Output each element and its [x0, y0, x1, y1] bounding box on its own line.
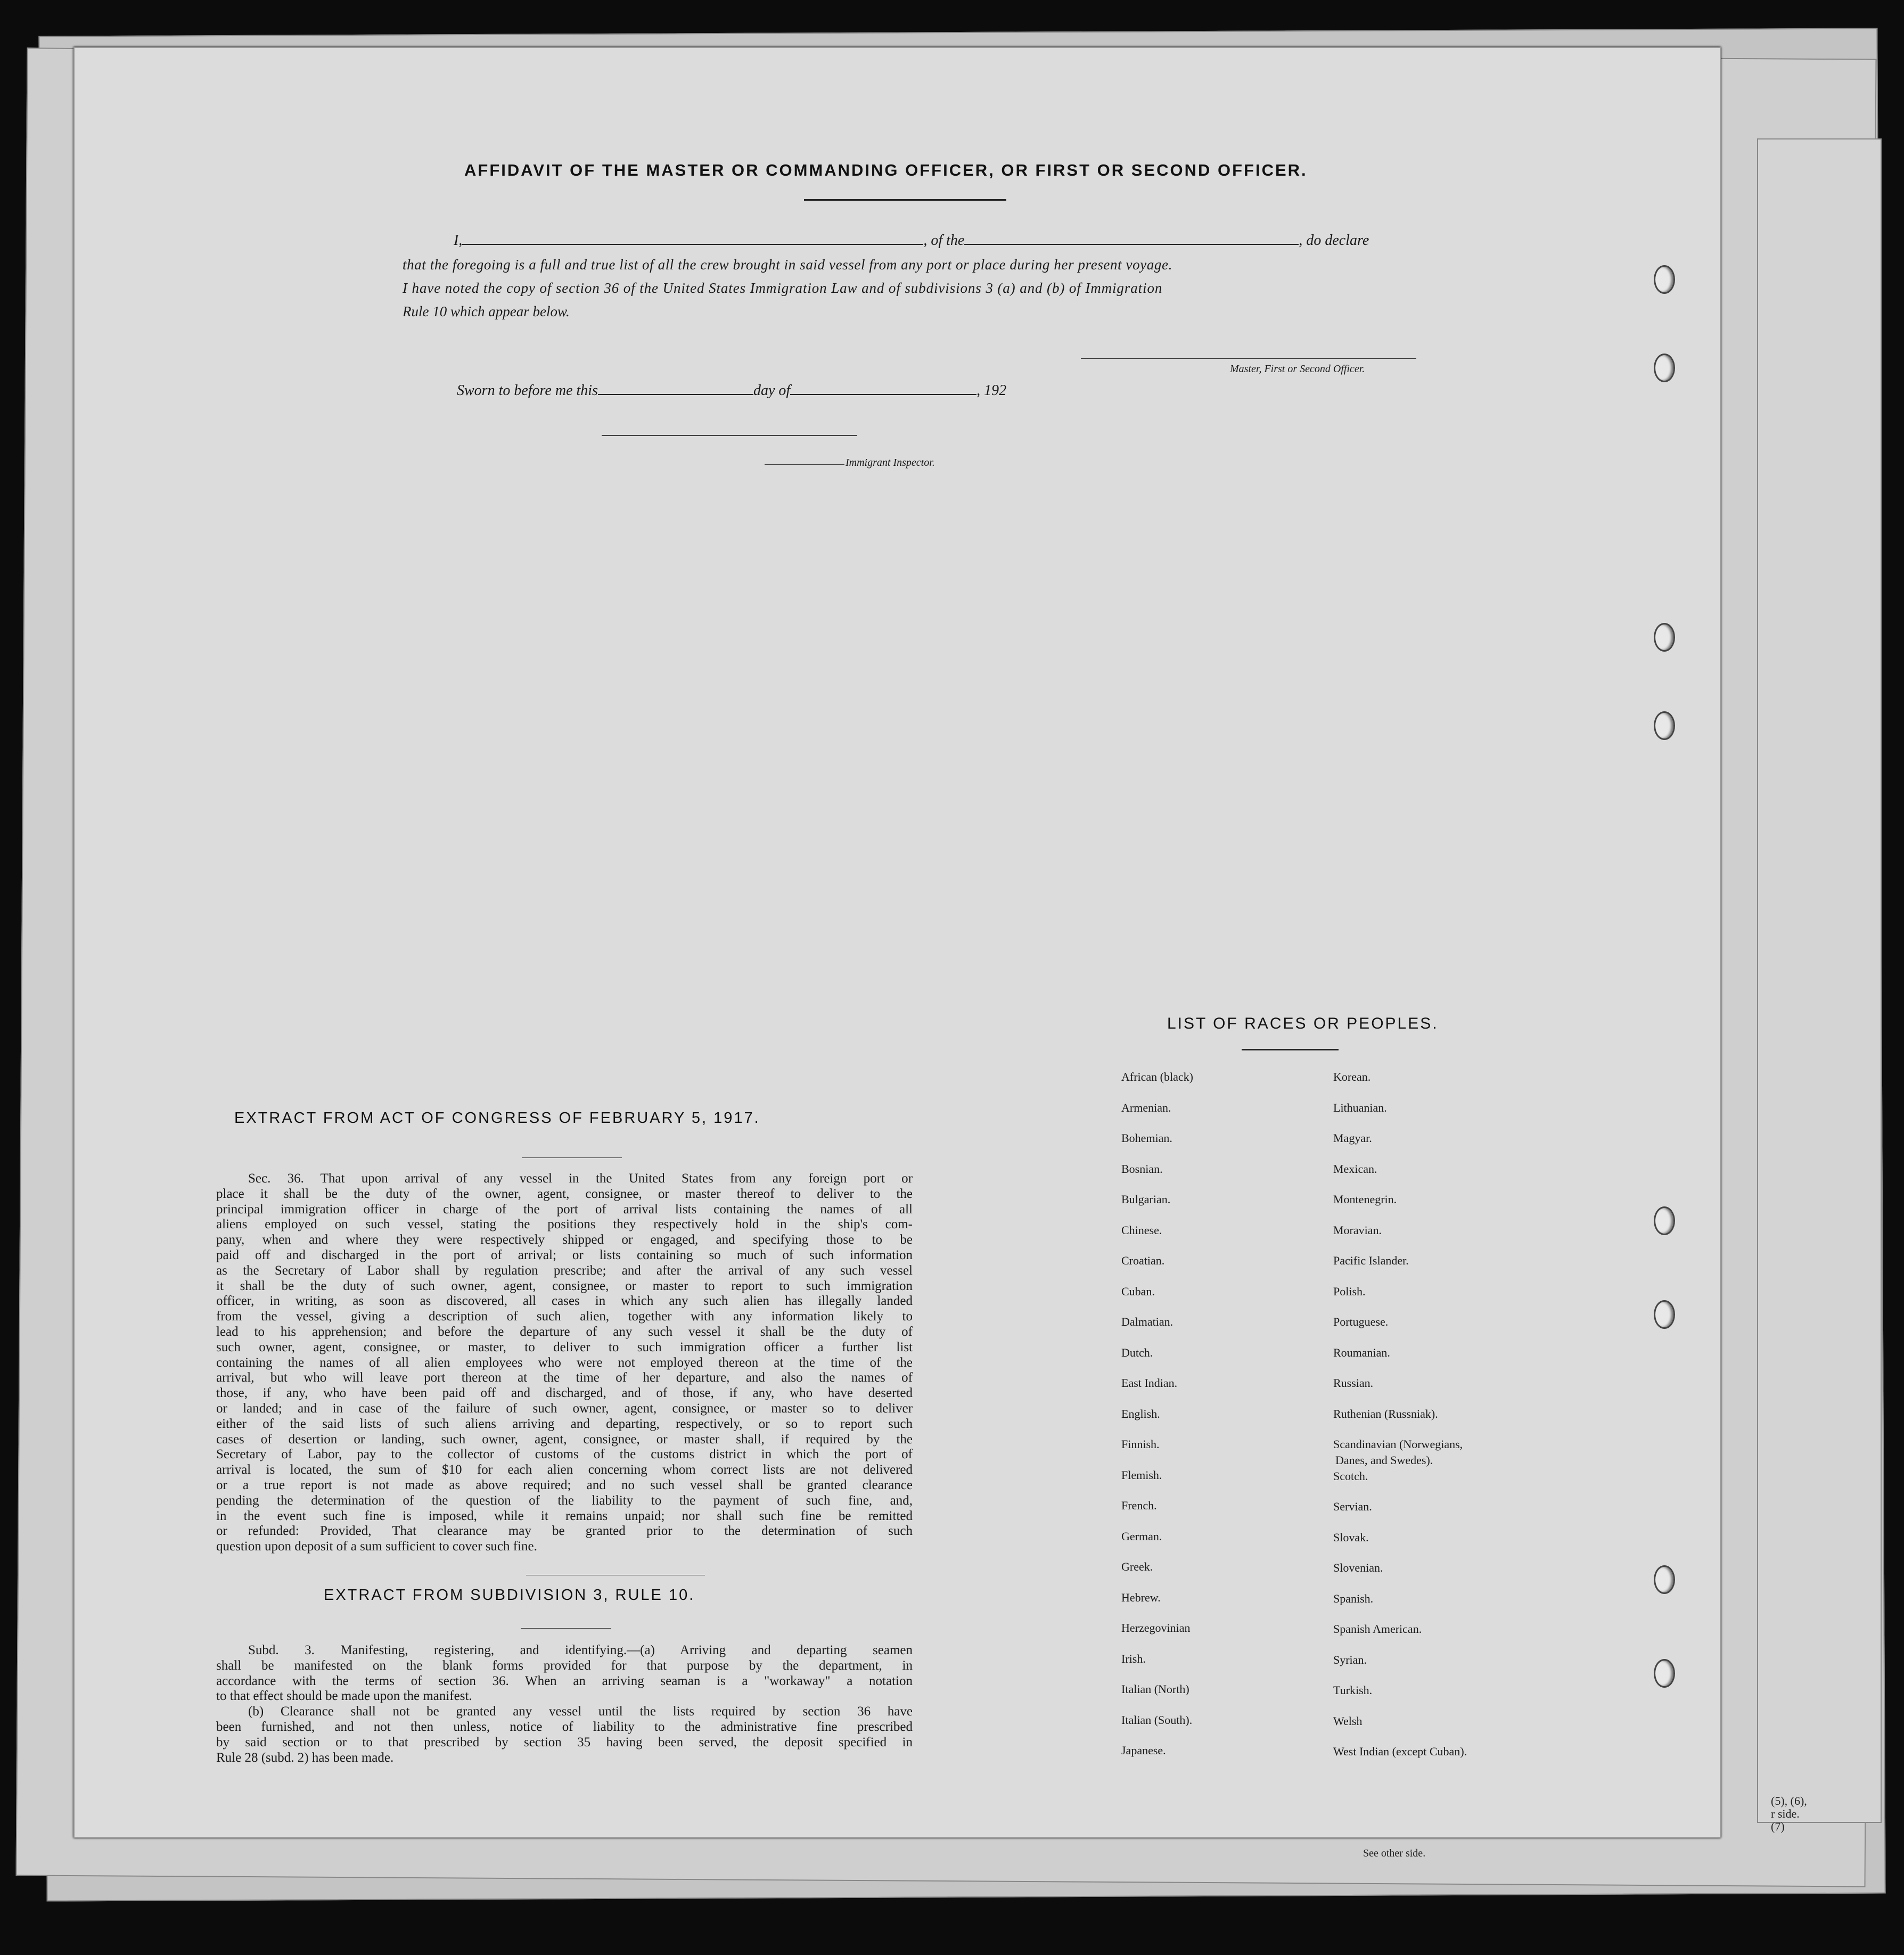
punch-hole	[1654, 711, 1675, 740]
race-item: German.	[1121, 1529, 1162, 1543]
race-item: East Indian.	[1121, 1376, 1178, 1390]
punch-hole	[1654, 1565, 1675, 1594]
rule-heading-rule	[521, 1628, 611, 1629]
rule-extract-heading: EXTRACT FROM SUBDIVISION 3, RULE 10.	[324, 1587, 695, 1604]
race-item: Hebrew.	[1121, 1590, 1161, 1604]
text-line: lead to his apprehension; and before the departure of any such vessel it shall be the duty of	[216, 1324, 913, 1339]
race-item: Montenegrin.	[1333, 1193, 1397, 1206]
race-item: Dutch.	[1121, 1345, 1153, 1359]
races-heading: LIST OF RACES OR PEOPLES.	[1167, 1015, 1439, 1032]
declaration-of-the: , of the	[923, 232, 965, 249]
race-item: Italian (North)	[1121, 1682, 1189, 1696]
heading-rule	[804, 199, 1006, 201]
text-line: aliens employed on such vessel, stating the positions they respectively hold in the ship's com-	[216, 1217, 913, 1232]
sworn-year: , 192	[976, 382, 1007, 399]
text-line: pending the determination of the question of the liability to the payment of such fine, and,	[216, 1493, 913, 1508]
master-signature-line[interactable]	[1081, 358, 1416, 359]
declaration-line	[454, 232, 1369, 249]
sworn-day-of: day of	[753, 382, 791, 399]
declaration-i: I,	[454, 232, 463, 249]
race-item: Croatian.	[1121, 1254, 1165, 1267]
affidavit-heading: AFFIDAVIT OF THE MASTER OR COMMANDING OFFICER, OR FIRST OR SECOND OFFICER.	[464, 161, 1308, 179]
race-item: Ruthenian (Russniak).	[1333, 1407, 1438, 1420]
edge-fragment: r side.	[1771, 1807, 1800, 1820]
act-heading-rule	[522, 1157, 622, 1158]
race-item: Servian.	[1333, 1500, 1372, 1513]
text-line: paid off and discharged in the port of arrival; or lists containing so much of such information	[216, 1247, 913, 1262]
race-item: Armenian.	[1121, 1100, 1171, 1114]
race-item: Magyar.	[1333, 1131, 1372, 1145]
race-item: Turkish.	[1333, 1683, 1373, 1697]
punch-hole	[1654, 1300, 1675, 1329]
text-line: in the event such fine is imposed, while it remains unpaid; nor shall such fine be remitted	[216, 1508, 913, 1523]
race-item: Pacific Islander.	[1333, 1254, 1409, 1267]
race-item: Italian (South).	[1121, 1713, 1193, 1727]
race-item: French.	[1121, 1499, 1157, 1512]
text-line: by said section or to that prescribed by section 35 having been served, the deposit specified in	[216, 1735, 913, 1749]
race-item: Russian.	[1333, 1376, 1374, 1390]
race-item: African (black)	[1121, 1070, 1193, 1083]
text-line: containing the names of all alien employees who were not employed thereon at the time of the	[216, 1355, 913, 1370]
text-line: Sec. 36. That upon arrival of any vessel in the United States from any foreign port or	[248, 1171, 913, 1186]
vessel-blank[interactable]	[964, 244, 1299, 245]
race-item: Portuguese.	[1333, 1315, 1389, 1328]
inspector-label: Immigrant Inspector.	[846, 457, 935, 469]
text-line: (b) Clearance shall not be granted any vessel until the lists required by section 36 have	[248, 1704, 913, 1719]
text-line: Rule 28 (subd. 2) has been made.	[216, 1750, 394, 1765]
race-item: Polish.	[1333, 1284, 1366, 1298]
punch-hole	[1654, 354, 1675, 382]
inspector-signature-line[interactable]	[602, 435, 857, 436]
main-document-sheet	[73, 47, 1721, 1838]
text-line: shall be manifested on the blank forms provided for that purpose by the department, in	[216, 1658, 913, 1673]
edge-fragment: See other side.	[1363, 1847, 1426, 1859]
race-item: Spanish American.	[1333, 1622, 1422, 1636]
declaration-text-2: that the foregoing is a full and true list of all the crew brought in said vessel from any port or place during her present voyage.	[403, 257, 1172, 273]
races-heading-rule	[1242, 1049, 1339, 1050]
race-item: Slovak.	[1333, 1530, 1369, 1544]
race-item: Irish.	[1121, 1652, 1146, 1665]
inspector-short-line	[765, 464, 844, 465]
text-line: been furnished, and not then unless, notice of liability to the administrative fine prescribed	[216, 1719, 913, 1734]
race-item-scandinavian-cont: Danes, and Swedes).	[1335, 1453, 1433, 1467]
underlying-sheet-edge	[1757, 138, 1882, 1823]
sworn-month-blank[interactable]	[790, 394, 976, 395]
text-line: it shall be the duty of such owner, agent, consignee, or master to report to such immigration	[216, 1278, 913, 1293]
race-item: Lithuanian.	[1333, 1100, 1387, 1114]
race-item: Syrian.	[1333, 1653, 1367, 1666]
race-item: Greek.	[1121, 1560, 1153, 1573]
race-item: Finnish.	[1121, 1438, 1160, 1451]
text-line: or refunded: Provided, That clearance may be granted prior to the determination of such	[216, 1524, 913, 1539]
text-line: or landed; and in case of the failure of such owner, agent, consignee, or master so to deliver	[216, 1401, 913, 1416]
text-line: such owner, agent, consignee, or master, to deliver to such immigration officer a further list	[216, 1340, 913, 1354]
sworn-prefix: Sworn to before me this	[457, 382, 598, 399]
edge-fragment: (7)	[1771, 1820, 1785, 1833]
text-line: principal immigration officer in charge of the port of arrival lists containing the names of all	[216, 1202, 913, 1217]
race-item: Welsh	[1333, 1714, 1363, 1728]
race-item: Flemish.	[1121, 1468, 1162, 1482]
text-line: cases of desertion or landing, such owner, agent, consignee, or master shall, if required by the	[216, 1432, 913, 1447]
text-line: arrival, but who will leave port thereon at the time of her departure, and also the names of	[216, 1370, 913, 1385]
declaration-do-declare: , do declare	[1299, 232, 1369, 249]
act-section-36-text	[216, 1171, 913, 1555]
race-item: West Indian (except Cuban).	[1333, 1745, 1467, 1758]
text-line: those, if any, who have been paid off and discharged, and of those, if any, who have deserted	[216, 1386, 913, 1401]
text-line: accordance with the terms of section 36. When an arriving seaman is a "workaway" a notation	[216, 1673, 913, 1688]
punch-hole	[1654, 265, 1675, 294]
master-signature-label: Master, First or Second Officer.	[1230, 363, 1365, 375]
punch-hole	[1654, 623, 1675, 652]
punch-hole	[1654, 1206, 1675, 1235]
rule-10-text	[216, 1643, 913, 1765]
race-item: Herzegovinian	[1121, 1621, 1191, 1634]
race-item: Bulgarian.	[1121, 1193, 1171, 1206]
text-line: to that effect should be made upon the manifest.	[216, 1689, 472, 1704]
race-item: Cuban.	[1121, 1284, 1155, 1298]
act-extract-heading: EXTRACT FROM ACT OF CONGRESS OF FEBRUARY 5, 1917.	[234, 1110, 760, 1127]
text-line: question upon deposit of a sum sufficient to cover such fine.	[216, 1539, 537, 1554]
race-item: Japanese.	[1121, 1744, 1166, 1757]
race-item: English.	[1121, 1407, 1160, 1420]
sworn-day-blank[interactable]	[598, 394, 753, 395]
race-item: Scandinavian (Norwegians,	[1333, 1438, 1463, 1451]
race-item: Korean.	[1333, 1070, 1371, 1083]
text-line: Subd. 3. Manifesting, registering, and identifying.—(a) Arriving and departing seamen	[248, 1643, 913, 1657]
text-line: from the vessel, giving a description of such alien, together with any information likely to	[216, 1309, 913, 1324]
race-item: Moravian.	[1333, 1223, 1382, 1237]
race-item: Bohemian.	[1121, 1131, 1172, 1145]
text-line: or a true report is not made as above required; and no such vessel shall be granted clearance	[216, 1477, 913, 1492]
text-line: pany, when and where they were respectively shipped or engaged, and specifying those to be	[216, 1233, 913, 1247]
race-item: Chinese.	[1121, 1223, 1162, 1237]
race-item: Roumanian.	[1333, 1345, 1390, 1359]
text-line: Secretary of Labor, pay to the collector of customs of the customs district in which the port of	[216, 1447, 913, 1462]
race-item: Scotch.	[1333, 1469, 1368, 1483]
text-line: as the Secretary of Labor shall by regulation prescribe; and after the arrival of any such vessel	[216, 1263, 913, 1278]
text-line: place it shall be the duty of the owner, agent, consignee, or master thereof to deliver to the	[216, 1186, 913, 1201]
race-item: Spanish.	[1333, 1591, 1374, 1605]
name-blank[interactable]	[462, 244, 923, 245]
race-item: Mexican.	[1333, 1162, 1377, 1176]
text-line: arrival is located, the sum of $10 for each alien concerning whom correct lists are not delivered	[216, 1463, 913, 1477]
sworn-line	[457, 382, 1006, 399]
race-item: Dalmatian.	[1121, 1315, 1173, 1328]
edge-fragment: (5), (6),	[1771, 1794, 1807, 1808]
text-line: officer, in writing, as soon as discovered, all cases in which any such alien has illegally landed	[216, 1294, 913, 1309]
punch-hole	[1654, 1659, 1675, 1688]
race-item: Bosnian.	[1121, 1162, 1163, 1176]
declaration-text-3: I have noted the copy of section 36 of the United States Immigration Law and of subdivisions 3 (a) and (b) of Immigration	[403, 280, 1163, 296]
text-line: either of the said lists of such aliens arriving and departing, respectively, or so to report such	[216, 1416, 913, 1431]
race-item: Slovenian.	[1333, 1561, 1383, 1574]
declaration-text-4: Rule 10 which appear below.	[403, 303, 570, 319]
